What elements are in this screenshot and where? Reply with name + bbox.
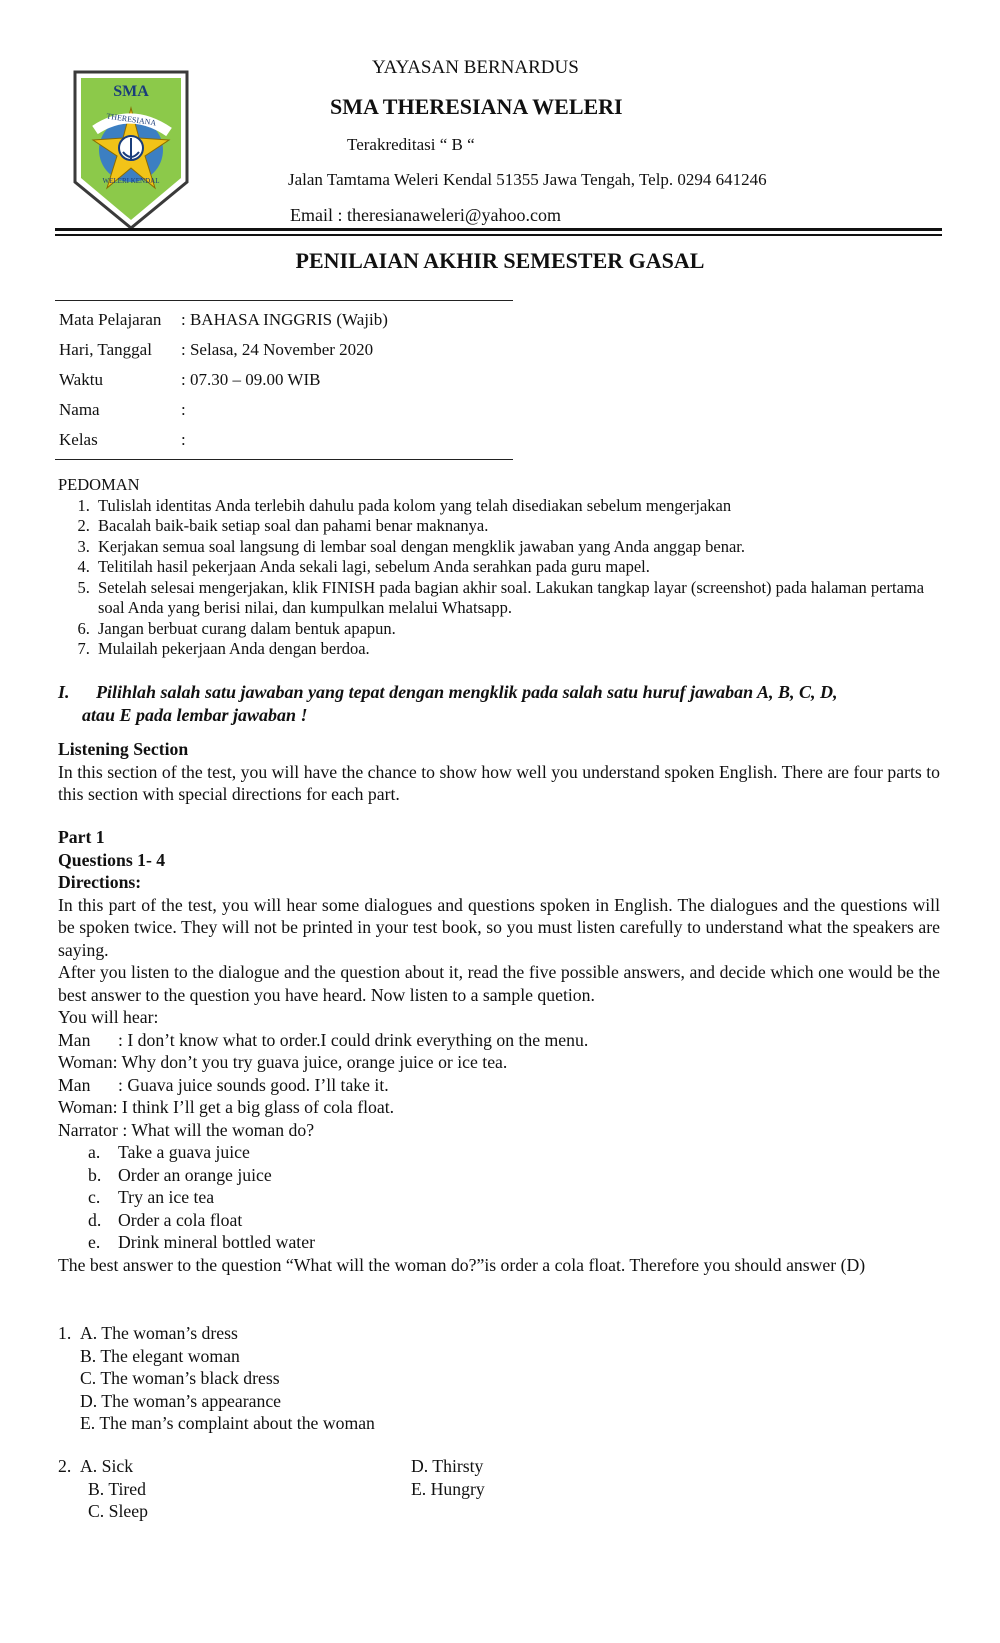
answer-option[interactable]: E. Hungry [411, 1478, 485, 1499]
option-letter: c. [88, 1187, 101, 1207]
identity-value: : [181, 400, 186, 419]
dialogue-line [58, 1029, 940, 1052]
school-name: SMA THERESIANA WELERI [330, 94, 623, 119]
section-instruction [58, 681, 940, 727]
sample-option[interactable] [88, 1141, 940, 1164]
dialogue-speaker: Man [58, 1029, 91, 1050]
listening-heading: Listening Section [58, 739, 189, 759]
guidelines-list [58, 496, 948, 660]
dialogue-speaker: Narrator : [58, 1119, 128, 1140]
identity-row [55, 335, 513, 365]
question-number: 1. [58, 1323, 72, 1343]
identity-row [55, 425, 513, 455]
guideline-item: 1. Tulislah identitas Anda terlebih dahulu pada kolom yang telah disediakan sebelum mengerjakan [94, 496, 948, 517]
identity-label: Nama [59, 400, 100, 419]
instruction-line-2: atau E pada lembar jawaban ! [82, 705, 308, 725]
identity-value: : 07.30 – 09.00 WIB [181, 370, 321, 389]
school-address: Jalan Tamtama Weleri Kendal 51355 Jawa Tengah, Telp. 0294 641246 [288, 170, 767, 189]
question-2 [58, 1455, 940, 1523]
dialogue-text: Why don’t you try guava juice, orange juice or ice tea. [121, 1052, 508, 1072]
option-letter: d. [88, 1209, 102, 1230]
identity-value: : Selasa, 24 November 2020 [181, 340, 374, 359]
answer-option[interactable]: D. Thirsty [411, 1456, 484, 1476]
identity-label: Hari, Tanggal [59, 340, 152, 359]
part1-directions-para2: After you listen to the dialogue and the question about it, read the five possible answers, and decide which one would be the best answer to the question you have heard. Now listen to a sample quetion. [58, 962, 940, 1005]
sample-options [58, 1141, 940, 1254]
answer-note: The best answer to the question “What will the woman do?”is order a cola float. Therefore you should answer (D) [58, 1254, 866, 1275]
header-divider-thin [55, 234, 942, 236]
answer-option[interactable]: B. The elegant woman [80, 1345, 240, 1366]
identity-row [55, 395, 513, 425]
logo-ribbon-text: THERESIANA [105, 111, 157, 128]
guideline-item: 2. Bacalah baik-baik setiap soal dan pahami benar maknanya. [94, 516, 948, 537]
part1-directions-para1: In this part of the test, you will hear some dialogues and questions spoken in English. The dialogues and the questions will be spoken twice. They will not be printed in your test book, so you must listen carefully to understand what the speakers are saying. [58, 894, 940, 960]
question-number: 2. [58, 1456, 72, 1476]
part1-section [58, 826, 940, 1276]
page-title: PENILAIAN AKHIR SEMESTER GASAL [295, 248, 705, 273]
header-divider [55, 228, 942, 231]
answer-option[interactable]: D. The woman’s appearance [80, 1390, 282, 1411]
guideline-item: 6. Jangan berbuat curang dalam bentuk apapun. [94, 619, 948, 640]
identity-label: Kelas [59, 430, 98, 449]
option-letter: a. [88, 1142, 101, 1162]
accreditation: Terakreditasi “ B “ [347, 135, 475, 154]
guideline-item: 4. Telitilah hasil pekerjaan Anda sekali lagi, sebelum Anda serahkan pada guru mapel. [94, 557, 948, 578]
answer-option[interactable]: A. Sick [80, 1456, 134, 1476]
dialogue-text: : Guava juice sounds good. I’ll take it. [118, 1074, 389, 1095]
you-will-hear: You will hear: [58, 1007, 159, 1027]
school-email: Email : theresianaweleri@yahoo.com [290, 205, 561, 225]
option-letter: e. [88, 1232, 101, 1252]
guideline-item: 3. Kerjakan semua soal langsung di lembar soal dengan mengklik jawaban yang Anda anggap benar. [94, 537, 948, 558]
dialogue-text: I think I’ll get a big glass of cola float. [121, 1097, 395, 1117]
listening-intro: In this section of the test, you will have the chance to show how well you understand spoken English. There are four parts to this section with special directions for each part. [58, 761, 940, 804]
guidelines [58, 475, 948, 660]
option-letter: b. [88, 1164, 102, 1185]
option-text: Order a cola float [118, 1209, 243, 1230]
listening-section [58, 738, 940, 806]
answer-option[interactable]: B. Tired [88, 1478, 147, 1499]
dialogue-speaker: Woman: [58, 1097, 118, 1117]
guideline-item: 5. Setelah selesai mengerjakan, klik FINISH pada bagian akhir soal. Lakukan tangkap layar (screenshot) pada halaman pertama soal Anda yang berisi nilai, dan kumpulkan melalui Whatsapp. [94, 578, 948, 619]
dialogue-line [58, 1119, 940, 1142]
sample-option[interactable] [88, 1231, 940, 1254]
dialogue-text: : I don’t know what to order.I could drink everything on the menu. [118, 1029, 589, 1050]
identity-row [55, 305, 513, 335]
identity-label: Mata Pelajaran [59, 310, 162, 329]
answer-option[interactable]: A. The woman’s dress [80, 1323, 238, 1343]
dialogue-speaker: Woman: [58, 1052, 118, 1072]
guidelines-heading: PEDOMAN [58, 475, 140, 494]
sample-option[interactable] [88, 1186, 940, 1209]
dialogue-speaker: Man [58, 1074, 91, 1095]
question-1 [58, 1322, 940, 1435]
section-number: I. [58, 682, 70, 702]
part1-heading: Part 1 [58, 827, 105, 847]
identity-row [55, 365, 513, 395]
identity-value: : BAHASA INGGRIS (Wajib) [181, 310, 388, 329]
answer-option[interactable]: E. The man’s complaint about the woman [80, 1413, 375, 1433]
identity-table [55, 300, 513, 460]
sample-option[interactable] [88, 1164, 940, 1187]
answer-option[interactable]: C. Sleep [88, 1501, 148, 1521]
identity-value: : [181, 430, 186, 449]
school-logo [73, 70, 189, 230]
identity-label: Waktu [59, 370, 103, 389]
dialogue-line [58, 1096, 940, 1119]
dialogue-line [58, 1051, 940, 1074]
answer-option[interactable]: C. The woman’s black dress [80, 1368, 280, 1388]
option-text: Try an ice tea [118, 1187, 215, 1207]
instruction-line-1: Pilihlah salah satu jawaban yang tepat dengan mengklik pada salah satu huruf jawaban A, B, C, D, [96, 682, 838, 702]
dialogue-text: What will the woman do? [131, 1119, 315, 1140]
part1-directions-label: Directions: [58, 872, 142, 892]
foundation-name: YAYASAN BERNARDUS [372, 57, 579, 78]
dialogue-line [58, 1074, 940, 1097]
option-text: Take a guava juice [118, 1142, 250, 1162]
sample-option[interactable] [88, 1209, 940, 1232]
option-text: Order an orange juice [118, 1164, 272, 1185]
logo-top-text: SMA [113, 83, 149, 100]
guideline-item: 7. Mulailah pekerjaan Anda dengan berdoa. [94, 639, 948, 660]
part1-questions-range: Questions 1- 4 [58, 849, 166, 870]
logo-bottom-text: WELERI KENDAL [102, 177, 160, 185]
option-text: Drink mineral bottled water [118, 1232, 315, 1252]
